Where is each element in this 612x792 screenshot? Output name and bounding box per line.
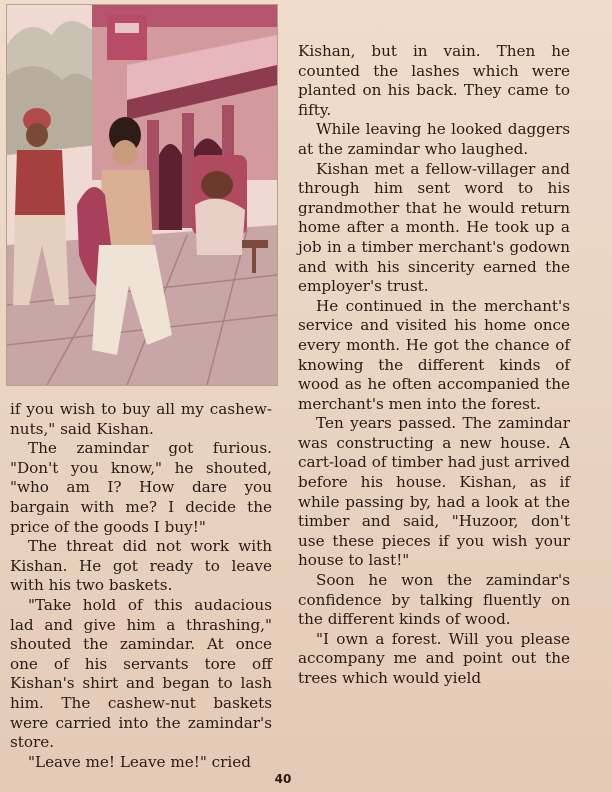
- paragraph: The zamindar got furious. "Don't you know," he shouted, "who am I? How dare you bargain with me? I decide the price of the goods I buy!": [10, 439, 272, 536]
- paragraph: Ten years passed. The zamindar was constructing a new house. A cart-load of timber had just arrived before his house. Kishan, as if while passing by, had a look at the timber and said, "Huzoor, don't use these pieces if you wish your house to last!": [298, 414, 570, 570]
- left-text-column: [10, 400, 272, 772]
- paragraph: "Take hold of this audacious lad and give him a thrashing," shouted the zamindar. At once one of his servants tore off Kishan's shirt and began to lash him. The cashew-nut baskets were carried into the zamindar's store.: [10, 595, 272, 752]
- paragraph: Kishan met a fellow-villager and through him sent word to his grandmother that he would return home after a month. He took up a job in a timber merchant's godown and with his sincerity earned the employer's trust.: [298, 159, 570, 296]
- paragraph: if you wish to buy all my cashew-nuts," said Kishan.: [10, 400, 272, 438]
- paragraph: He continued in the merchant's service and visited his home once every month. He got the chance of knowing the different kinds of wood as he often accompanied the merchant's men into the forest.: [298, 296, 570, 413]
- palace-courtyard-illustration: [7, 5, 277, 385]
- paragraph: "Leave me! Leave me!" cried: [28, 752, 251, 771]
- right-text-column: [298, 42, 570, 689]
- paragraph: "I own a forest. Will you please accompany me and point out the trees which would yield: [298, 629, 570, 687]
- paragraph: Kishan, but in vain. Then he counted the lashes which were planted on his back. They came to fifty.: [298, 42, 570, 119]
- paragraph: While leaving he looked daggers at the zamindar who laughed.: [298, 120, 570, 158]
- paragraph: Soon he won the zamindar's confidence by talking fluently on the different kinds of wood.: [298, 571, 570, 629]
- paragraph: The threat did not work with Kishan. He got ready to leave with his two baskets.: [10, 537, 272, 595]
- page-number: 40: [274, 772, 292, 786]
- story-illustration: [6, 4, 278, 386]
